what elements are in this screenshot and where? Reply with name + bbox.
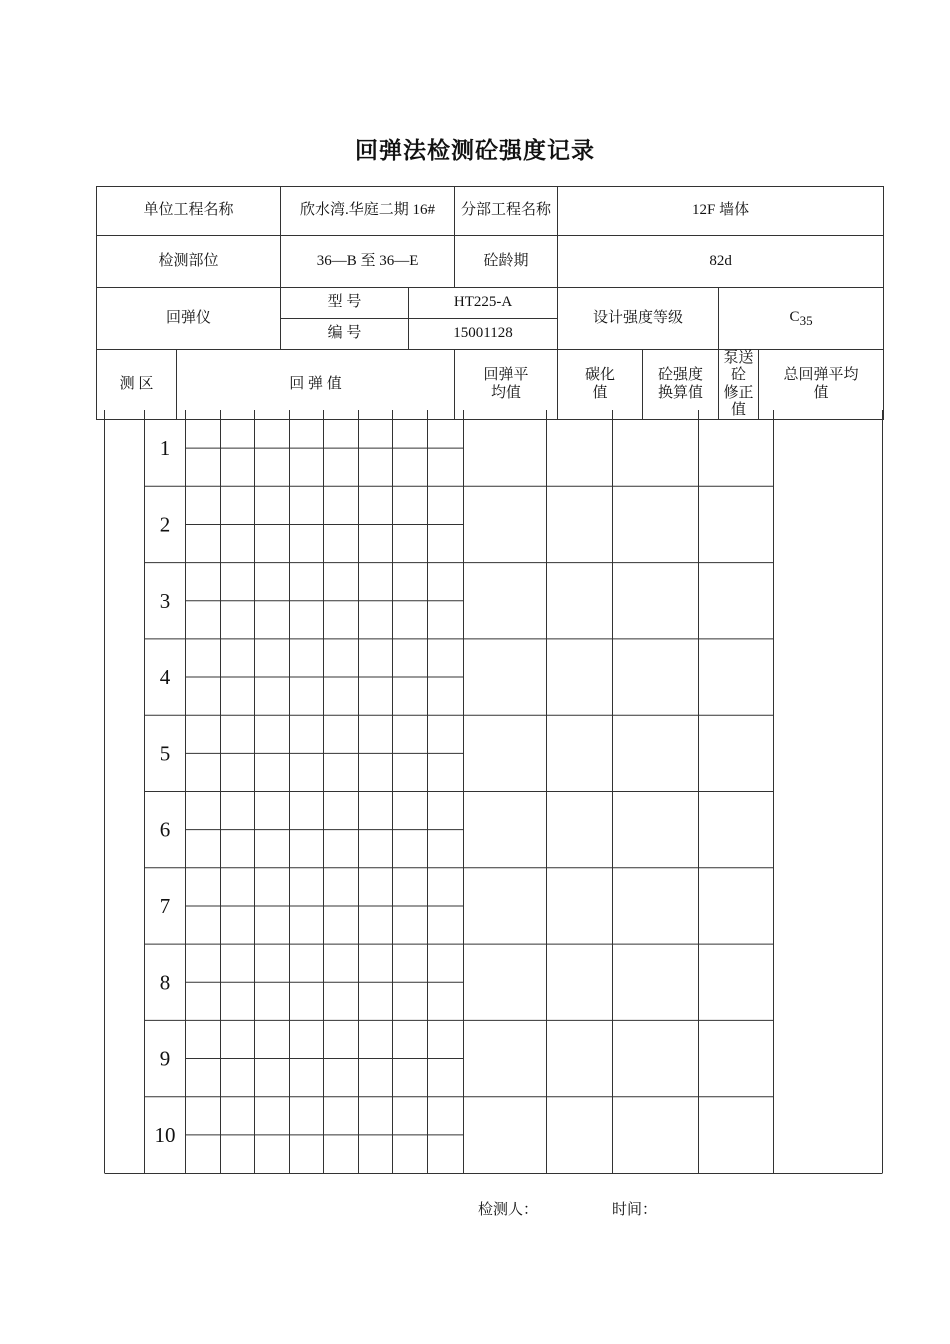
col-carbonation-line1: 碳化 [585, 367, 616, 384]
col-total-line2: 值 [813, 384, 829, 401]
col-strength-line2: 换算值 [658, 384, 704, 401]
sub-project-value: 12F 墙体 [558, 187, 884, 236]
model-value: HT225-A [409, 288, 558, 319]
zone-number: 8 [159, 970, 171, 995]
grade-letter: C [789, 308, 800, 325]
zone-number: 10 [154, 1122, 176, 1147]
zone-number: 2 [159, 512, 171, 537]
grade-label: 设计强度等级 [558, 288, 719, 350]
col-average-line2: 均值 [491, 384, 522, 401]
location-label: 检测部位 [97, 236, 281, 288]
page-title: 回弹法检测砼强度记录 [355, 138, 595, 164]
instrument-label: 回弹仪 [97, 288, 281, 350]
col-zone: 测 区 [97, 350, 177, 420]
model-label: 型 号 [281, 288, 409, 319]
col-pump-line2: 修正值 [723, 384, 754, 418]
zone-number: 4 [159, 665, 171, 690]
location-value: 36—B 至 36—E [281, 236, 455, 288]
inspector-label: 检测人： [478, 1202, 539, 1218]
zone-number: 5 [159, 741, 171, 766]
zone-number: 1 [159, 436, 171, 461]
zone-number: 3 [159, 588, 171, 613]
serial-label: 编 号 [281, 319, 409, 350]
project-name-value: 欣水湾.华庭二期 16# [281, 187, 455, 236]
sub-project-label: 分部工程名称 [455, 187, 558, 236]
project-name-label: 单位工程名称 [97, 187, 281, 236]
serial-value: 15001128 [409, 319, 558, 350]
zone-number: 9 [159, 1046, 171, 1071]
col-strength-line1: 砼强度 [658, 367, 704, 384]
zone-number: 6 [159, 817, 171, 842]
grade-number: 35 [799, 312, 813, 328]
col-pump-line1: 泵送砼 [723, 350, 754, 384]
time-label: 时间： [612, 1202, 658, 1218]
zone-number: 7 [159, 893, 171, 918]
age-value: 82d [558, 236, 884, 288]
col-rebound: 回 弹 值 [177, 350, 455, 420]
col-carbonation-line2: 值 [592, 384, 608, 401]
col-total-line1: 总回弹平均 [783, 367, 859, 384]
age-label: 砼龄期 [455, 236, 558, 288]
col-average-line1: 回弹平 [483, 367, 529, 384]
